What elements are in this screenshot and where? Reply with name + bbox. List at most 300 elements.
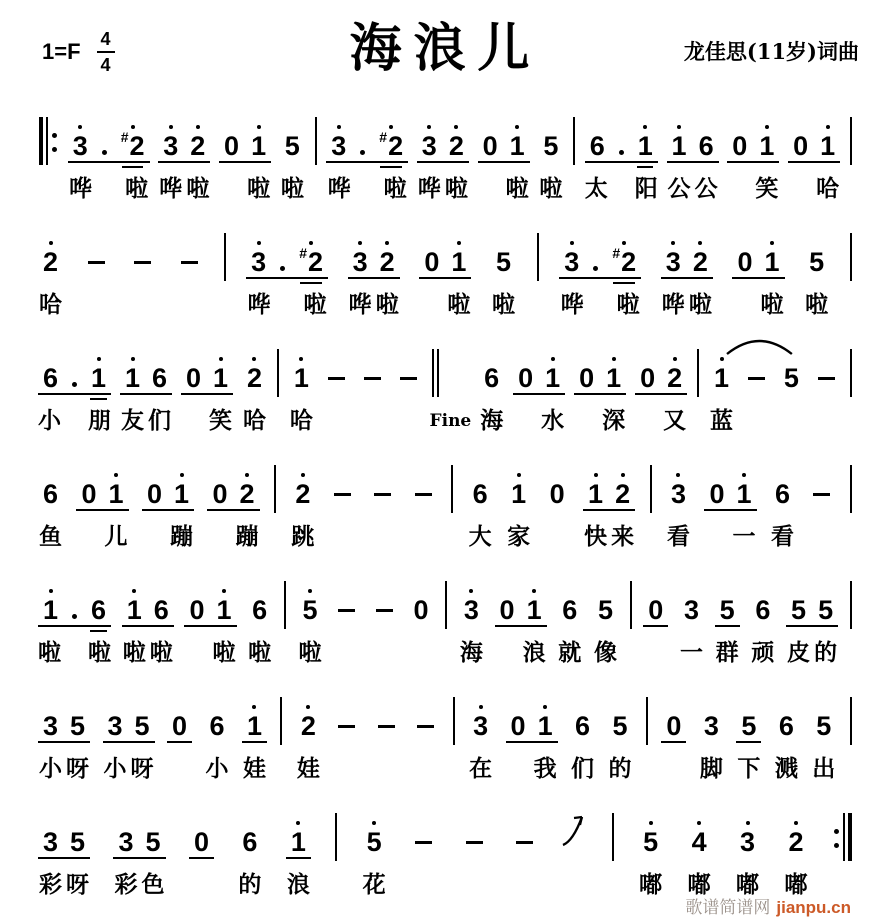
repeat-dots	[52, 122, 57, 162]
note-digit: 6	[252, 595, 268, 625]
note-digit: 3	[43, 711, 59, 741]
note	[102, 705, 129, 740]
note-digit: 6	[484, 363, 500, 393]
note-digit: 6	[778, 711, 794, 741]
lyric-syllable: 一	[732, 523, 756, 550]
octave-dot	[389, 125, 393, 129]
lyric-syllable	[358, 407, 387, 435]
octave-dot	[469, 589, 473, 593]
note-row	[494, 566, 548, 624]
lyric-row	[112, 871, 166, 899]
digit-row	[684, 596, 699, 624]
octave-dot	[257, 241, 261, 245]
lyric-row	[416, 175, 470, 203]
note-digit: 5	[741, 711, 757, 741]
note-row	[703, 450, 757, 508]
note-row	[510, 798, 539, 856]
octave-dot	[515, 125, 519, 129]
duration-dash-cell	[812, 370, 841, 392]
note-row	[102, 682, 156, 740]
augmentation-dot	[102, 150, 107, 155]
beam-underline	[326, 161, 408, 163]
lyric-row	[102, 755, 156, 783]
lyric-syllable	[418, 291, 445, 319]
digit-row	[732, 132, 747, 160]
barline	[275, 334, 281, 435]
note	[812, 589, 839, 624]
note-row	[467, 450, 494, 508]
beam-underline	[704, 509, 756, 511]
lyric-syllable: 小	[103, 755, 127, 782]
note-digit: 0	[224, 131, 240, 161]
note	[504, 125, 531, 160]
note-row	[166, 682, 193, 740]
note-group	[409, 450, 438, 551]
note-group	[37, 682, 91, 783]
note-digit: 0	[579, 363, 595, 393]
note-row	[430, 334, 472, 392]
rest-note	[418, 241, 445, 276]
digit-row	[120, 129, 145, 161]
note-digit: 2	[379, 247, 395, 277]
note-row	[222, 218, 228, 276]
digit-row	[648, 596, 663, 624]
duration-dash-cell	[332, 718, 361, 740]
octave-dot	[78, 125, 82, 129]
note-row	[782, 798, 809, 856]
bar-stroke	[573, 117, 575, 165]
lyric-syllable: 呀	[66, 755, 90, 782]
digit-row	[692, 828, 707, 856]
note-digit: 3	[72, 131, 88, 161]
composer-credit: 龙佳思(11岁)词曲	[683, 39, 859, 64]
note-digit: 6	[774, 479, 790, 509]
lyric-syllable: 小	[39, 755, 63, 782]
score-line	[36, 566, 855, 667]
note-row	[183, 566, 237, 624]
duration-dash-cell	[510, 834, 539, 856]
lyric-syllable	[175, 291, 204, 319]
digit-row	[545, 364, 560, 392]
note-digit: 5	[496, 247, 512, 277]
double-barline	[430, 334, 472, 435]
lyric-row	[279, 175, 306, 203]
note-group	[297, 566, 324, 667]
lyric-syllable: 哗	[560, 291, 584, 318]
note-row	[731, 218, 785, 276]
lyric-row	[322, 407, 351, 435]
lyric-row	[288, 407, 315, 435]
octave-dot	[794, 821, 798, 825]
note-row	[812, 334, 841, 392]
score-line	[36, 798, 855, 899]
digit-row	[43, 248, 58, 276]
note-digit: 5	[543, 131, 559, 161]
lyric-syllable: 水	[541, 407, 565, 434]
lyric-row	[141, 523, 195, 551]
digit-row	[818, 596, 833, 624]
note-group	[295, 682, 322, 783]
lyric-syllable: 啦	[760, 291, 784, 318]
lyric-row	[275, 407, 281, 435]
lyric-syllable: 哈	[242, 407, 266, 434]
lyric-syllable: 浪	[286, 871, 310, 898]
sharp-accidental: #	[379, 129, 388, 145]
note-digit: 1	[606, 363, 622, 393]
note-digit: 0	[510, 711, 526, 741]
lyric-syllable: 彩	[39, 871, 63, 898]
note-row	[803, 218, 830, 276]
note-digit: 1	[537, 711, 553, 741]
note-digit: 3	[564, 247, 580, 277]
lyric-row	[610, 871, 616, 899]
note	[637, 821, 664, 856]
watermark-site-name: 歌谱简谱网	[685, 898, 771, 918]
lyric-row	[37, 871, 91, 899]
note	[37, 473, 64, 508]
digit-row	[353, 248, 368, 276]
digit-row	[550, 480, 565, 508]
note-row	[537, 102, 564, 160]
digit-row	[575, 712, 590, 740]
beam-underline	[246, 277, 328, 279]
rest-note	[787, 125, 814, 160]
bar-stroke	[850, 349, 852, 397]
lyric-row	[510, 871, 539, 899]
digit-row	[737, 248, 752, 276]
beam-underline	[559, 277, 641, 279]
barline	[451, 682, 457, 783]
duration-dash-cell	[460, 834, 489, 856]
barline	[443, 566, 449, 667]
note-group	[285, 798, 312, 899]
note-row	[279, 102, 306, 160]
lyric-syllable: 哗	[327, 175, 351, 202]
augmentation-dot-cell	[611, 143, 632, 160]
note-digit: 5	[783, 363, 799, 393]
lyric-row	[411, 755, 440, 783]
beam-underline	[189, 857, 214, 859]
note	[246, 589, 273, 624]
barline	[571, 102, 577, 203]
digit-row	[251, 132, 266, 160]
digit-row	[820, 132, 835, 160]
note-row	[37, 798, 91, 856]
note-digit: 5	[791, 595, 807, 625]
bar-stroke	[335, 813, 337, 861]
octave-dot	[306, 705, 310, 709]
note-row	[807, 450, 836, 508]
note-row	[512, 334, 566, 392]
duration-dash	[748, 377, 765, 380]
octave-dot	[196, 125, 200, 129]
octave-dot	[479, 705, 483, 709]
note	[490, 241, 517, 276]
repeat-begin-barline	[37, 102, 60, 203]
note-row	[347, 218, 401, 276]
lyric-row	[361, 871, 388, 899]
digit-row	[779, 712, 794, 740]
lyric-syllable	[477, 175, 504, 203]
repeat-dot	[52, 147, 57, 152]
lyric-row	[394, 407, 423, 435]
note-row	[282, 566, 288, 624]
lyric-syllable	[322, 407, 351, 435]
octave-dot	[532, 589, 536, 593]
augmentation-dot	[72, 614, 77, 619]
lyric-syllable: 娃	[296, 755, 320, 782]
lyric-row	[370, 639, 399, 667]
octave-dot	[131, 357, 135, 361]
note-row	[628, 566, 634, 624]
lyric-row	[666, 175, 720, 203]
note-digit: 2	[692, 247, 708, 277]
lyric-row	[812, 407, 841, 435]
note-group	[183, 566, 237, 667]
rest-note	[634, 357, 661, 392]
note-group	[128, 218, 157, 319]
lyric-syllable: 嘟	[639, 871, 663, 898]
note-row	[236, 798, 263, 856]
lyric-row	[769, 523, 796, 551]
lyric-row	[458, 639, 485, 667]
note-row	[848, 218, 854, 276]
digit-row	[108, 712, 123, 740]
sharp-accidental: #	[120, 129, 129, 145]
note	[556, 589, 583, 624]
octave-dot	[257, 125, 261, 129]
lyric-syllable	[742, 407, 771, 435]
note-digit: 6	[152, 363, 168, 393]
lyric-syllable: 哗	[159, 175, 183, 202]
note-group	[180, 334, 234, 435]
beam-underline	[142, 509, 194, 511]
note-group	[494, 566, 548, 667]
lyric-syllable: 啦	[298, 639, 322, 666]
bar-stroke	[315, 117, 317, 165]
digit-row	[154, 596, 169, 624]
note	[416, 125, 443, 160]
note-group	[703, 450, 757, 551]
note	[157, 125, 184, 160]
digit-row	[43, 828, 58, 856]
digit-row	[91, 364, 106, 392]
note	[592, 589, 619, 624]
digit-row	[511, 712, 526, 740]
digit-row	[693, 248, 708, 276]
note-digit: 1	[511, 479, 527, 509]
note-digit: 1	[246, 711, 262, 741]
note-row	[848, 566, 854, 624]
note-digit: 3	[352, 247, 368, 277]
note-group	[544, 450, 571, 551]
lyric-row	[368, 523, 397, 551]
octave-dot	[673, 357, 677, 361]
digit-row	[714, 364, 729, 392]
lyric-syllable: 啦	[539, 175, 563, 202]
note-group	[782, 798, 809, 899]
note-row	[394, 334, 423, 392]
glissando-up-icon	[560, 798, 588, 899]
note-row	[569, 682, 596, 740]
digit-row	[765, 248, 780, 276]
note-digit: 0	[189, 595, 205, 625]
lyric-syllable	[62, 407, 87, 435]
digit-row	[793, 132, 808, 160]
lyric-row	[451, 755, 457, 783]
note	[785, 589, 812, 624]
digit-row	[615, 480, 630, 508]
barline	[648, 450, 654, 551]
note-group	[157, 102, 211, 203]
repeat-dot	[52, 133, 57, 138]
lyric-syllable: 深	[602, 407, 626, 434]
note-row	[848, 334, 854, 392]
duration-dash	[134, 261, 151, 264]
note-group	[279, 102, 306, 203]
beam-underline	[643, 625, 668, 627]
lyric-syllable	[505, 755, 532, 783]
note-group	[332, 682, 361, 783]
rest-note	[660, 705, 687, 740]
lyric-syllable: 啦	[38, 639, 61, 666]
lyric-syllable: 小	[38, 407, 61, 434]
note-digit: 1	[216, 595, 232, 625]
lyric-syllable: 溅	[774, 755, 798, 782]
lyric-syllable: 鱼	[39, 523, 63, 550]
beam-underline	[736, 741, 761, 743]
digit-row	[190, 132, 205, 160]
lyric-syllable: 脚	[699, 755, 723, 782]
note-group	[490, 218, 517, 319]
barline	[449, 450, 455, 551]
note-digit: 1	[91, 363, 107, 393]
bar-stroke	[612, 813, 614, 861]
note	[121, 589, 148, 624]
lyric-syllable: 在	[469, 755, 493, 782]
note	[607, 705, 634, 740]
note-group	[642, 566, 669, 667]
digit-row	[224, 132, 239, 160]
beam-underline	[661, 741, 686, 743]
note	[67, 125, 94, 160]
beam-underline	[184, 625, 236, 627]
lyric-syllable: 彩	[114, 871, 138, 898]
lyric-row	[698, 755, 725, 783]
augmentation-dot-cell	[585, 259, 606, 276]
digit-row	[194, 828, 209, 856]
note-group	[460, 798, 489, 899]
rest-note	[494, 589, 521, 624]
note	[532, 705, 559, 740]
beam-underline	[38, 857, 90, 859]
note-digit: 1	[108, 479, 124, 509]
digit-row	[791, 596, 806, 624]
note-group	[361, 798, 388, 899]
digit-row	[186, 364, 201, 392]
note	[569, 705, 596, 740]
note-group	[37, 334, 112, 435]
lyric-syllable	[206, 523, 233, 551]
bar-stroke	[46, 117, 48, 165]
digit-row	[43, 364, 58, 392]
bar-stroke	[843, 813, 845, 861]
lyric-row	[37, 291, 64, 319]
note-row	[141, 450, 195, 508]
digit-row	[81, 480, 96, 508]
lyric-row	[408, 639, 435, 667]
digit-row	[740, 828, 755, 856]
note-digit: 0	[193, 827, 209, 857]
note-group	[505, 682, 559, 783]
lyric-syllable: 顽	[751, 639, 775, 666]
note-row	[831, 798, 854, 856]
digit-row	[464, 596, 479, 624]
lyric-row	[810, 755, 837, 783]
lyric-syllable	[332, 639, 361, 667]
note	[778, 357, 805, 392]
octave-dot	[570, 241, 574, 245]
note-digit: 6	[43, 479, 59, 509]
lyric-syllable	[778, 407, 805, 435]
octave-dot	[698, 241, 702, 245]
lyric-syllable	[731, 291, 758, 319]
lyric-syllable: 来	[611, 523, 635, 550]
lyric-syllable	[368, 523, 397, 551]
lyric-row	[67, 175, 151, 203]
lyric-syllable: 哗	[69, 175, 93, 202]
lyric-row	[418, 291, 472, 319]
note-row	[157, 102, 211, 160]
note	[245, 125, 272, 160]
digit-row	[473, 480, 488, 508]
lyric-syllable: 哈	[39, 291, 63, 318]
lyric-row	[735, 755, 762, 783]
lyric-syllable: 啦	[149, 639, 173, 666]
note-row	[332, 566, 361, 624]
note-row	[810, 682, 837, 740]
note	[361, 821, 388, 856]
note-digit: 2	[615, 479, 631, 509]
barline	[848, 566, 854, 667]
note-digit: 3	[107, 711, 123, 741]
note-group	[665, 450, 692, 551]
lyric-syllable: 的	[814, 639, 838, 666]
note-digit: 0	[499, 595, 515, 625]
bar-stroke	[284, 581, 286, 629]
duration-dash-cell	[742, 370, 771, 392]
bar-stroke	[850, 581, 852, 629]
bar-stroke	[650, 465, 652, 513]
digit-row	[588, 480, 603, 508]
digit-row	[247, 364, 262, 392]
rest-note	[731, 241, 758, 276]
duration-dash	[376, 609, 393, 612]
digit-row	[704, 712, 719, 740]
note-row	[449, 450, 455, 508]
lyric-syllable	[408, 639, 435, 667]
note-digit: 5	[809, 247, 825, 277]
digit-row	[538, 712, 553, 740]
note-row	[695, 334, 701, 392]
duration-dash-cell	[332, 602, 361, 624]
note-group	[67, 102, 151, 203]
note-row	[203, 682, 230, 740]
beam-underline	[478, 161, 530, 163]
lyric-syllable	[586, 291, 614, 319]
duration-dash	[415, 493, 432, 496]
octave-dot	[308, 589, 312, 593]
